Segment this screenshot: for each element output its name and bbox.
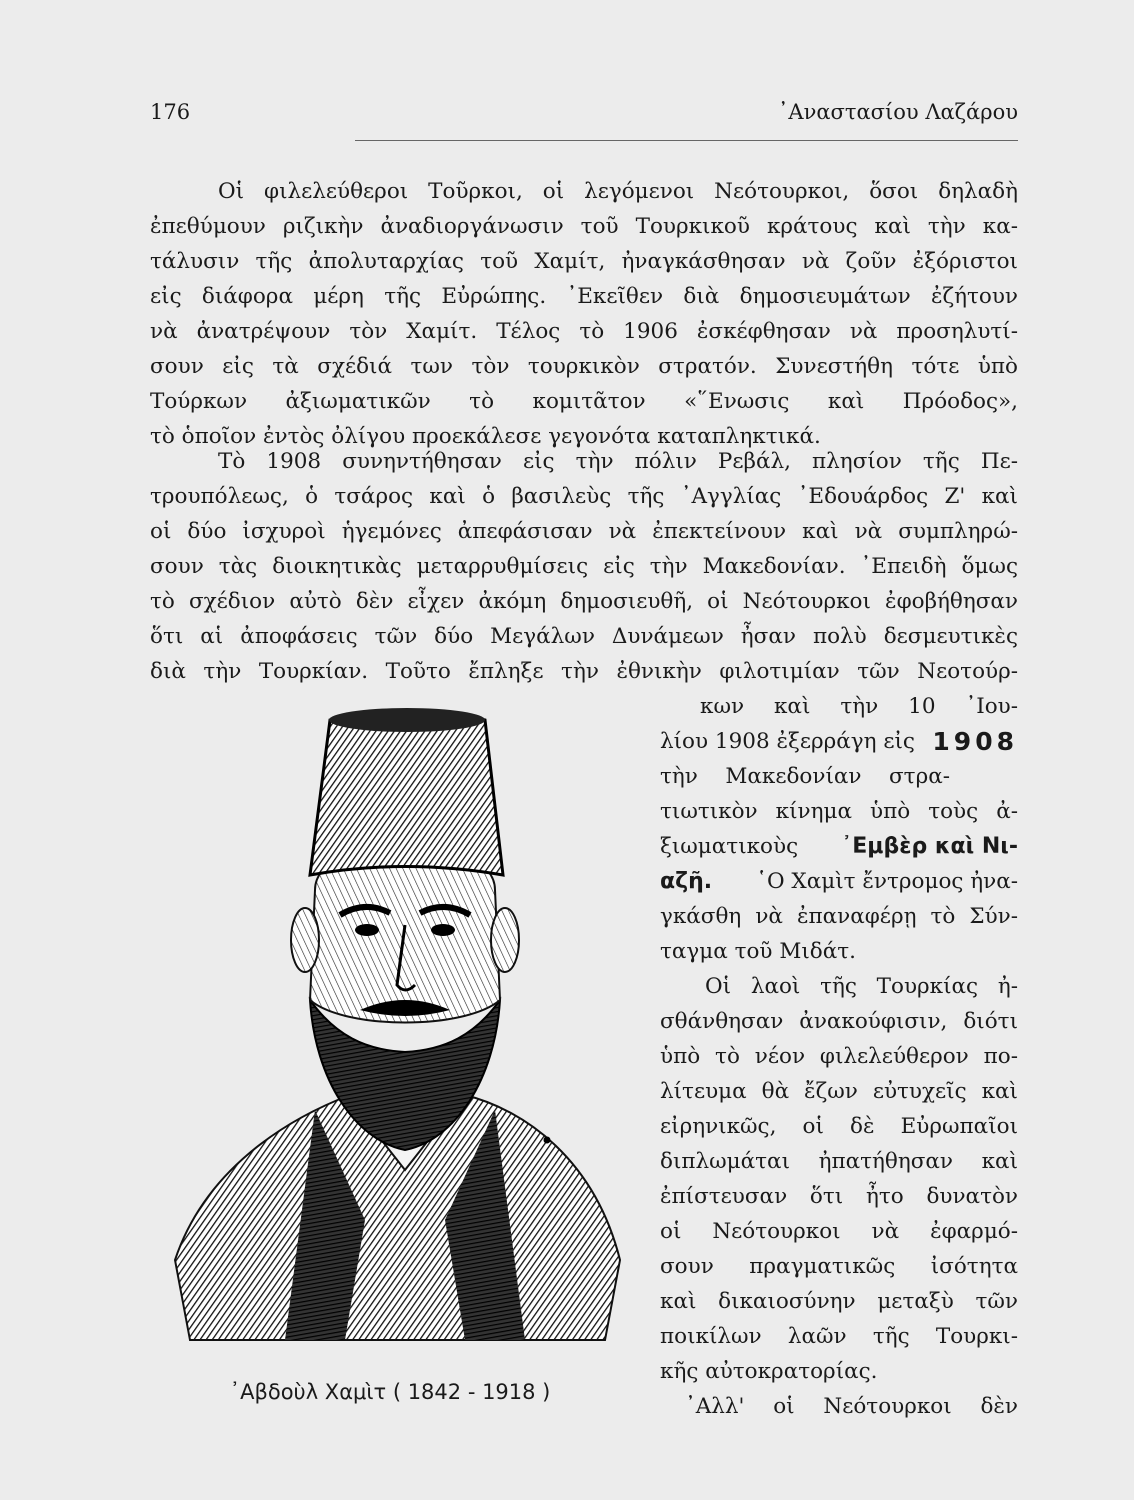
text-line: καὶ δικαιοσύνην μεταξὺ τῶν (660, 1289, 1018, 1314)
text-line: τὴν Μακεδονίαν στρα- (660, 764, 950, 789)
portrait-engraving (165, 700, 640, 1370)
text-span: ξιωματικοὺς (660, 834, 799, 859)
text-line: ὑπὸ τὸ νέον φιλελεύθερον πο- (660, 1044, 1018, 1069)
bold-names: αζῆ. (660, 869, 713, 894)
text-line: Τούρκων ἀξιωματικῶν τὸ κομιτᾶτον «῞Ενωσις καὶ Πρόοδος», (150, 389, 1018, 414)
header-rule (355, 140, 1018, 141)
text-line (660, 830, 1018, 864)
text-line: Τὸ 1908 συνηντήθησαν εἰς τὴν πόλιν Ρεβάλ, πλησίον τῆς Πε- (218, 449, 1018, 474)
text-line: σουν εἰς τὰ σχέδιά των τὸν τουρκικὸν στρατόν. Συνεστήθη τότε ὑπὸ (150, 354, 1018, 379)
text-line: τὸ ὁποῖον ἐντὸς ὀλίγου προεκάλεσε γεγονότα καταπληκτικά. (150, 424, 821, 449)
text-line: οἱ δύο ἰσχυροὶ ἡγεμόνες ἀπεφάσισαν νὰ ἐπεκτείνουν καὶ νὰ συμπληρώ- (150, 519, 1018, 544)
text-line: ἐπεθύμουν ριζικὴν ἀναδιοργάνωσιν τοῦ Τουρκικοῦ κράτους καὶ τὴν κα- (150, 214, 1018, 239)
text-line: κων καὶ τὴν 10 ᾿Ιου- (700, 694, 1018, 719)
text-line: ᾿Αλλ' οἱ Νεότουρκοι δὲν (685, 1394, 1018, 1419)
text-line: τρουπόλεως, ὁ τσάρος καὶ ὁ βασιλεὺς τῆς ᾿Αγγλίας ᾿Εδουάρδος Ζ' καὶ (150, 484, 1018, 509)
text-line: ταγμα τοῦ Μιδάτ. (660, 939, 856, 964)
page-number: 176 (150, 100, 191, 124)
text-line: Οἱ λαοὶ τῆς Τουρκίας ἠ- (705, 974, 1018, 999)
text-line: νὰ ἀνατρέψουν τὸν Χαμίτ. Τέλος τὸ 1906 ἐσκέφθησαν νὰ προσηλυτί- (150, 319, 1018, 344)
text-line: σουν τὰς διοικητικὰς μεταρρυθμίσεις εἰς τὴν Μακεδονίαν. ᾿Επειδὴ ὅμως (150, 554, 1018, 579)
text-line: τάλυσιν τῆς ἀπολυταρχίας τοῦ Χαμίτ, ἠναγκάσθησαν νὰ ζοῦν ἐξόριστοι (150, 249, 1018, 274)
text-line (660, 865, 1018, 899)
text-line: κῆς αὐτοκρατορίας. (660, 1359, 878, 1384)
text-line: διπλωμάται ἠπατήθησαν καὶ (660, 1149, 1018, 1174)
text-line: Οἱ φιλελεύθεροι Τοῦρκοι, οἱ λεγόμενοι Νεότουρκοι, ὅσοι δηλαδὴ (218, 179, 1018, 204)
text-line: διὰ τὴν Τουρκίαν. Τοῦτο ἔπληξε τὴν ἐθνικὴν φιλοτιμίαν τῶν Νεοτούρ- (150, 659, 1018, 684)
text-line (660, 725, 1018, 759)
portrait-caption: ᾿Αβδοὺλ Χαμὶτ ( 1842 - 1918 ) (229, 1380, 551, 1404)
text-line: ἐπίστευσαν ὅτι ἦτο δυνατὸν (660, 1184, 1018, 1209)
text-span: ῾Ο Χαμὶτ ἔντρομος ἠνα- (756, 869, 1018, 894)
bold-names: ᾿Εμβὲρ καὶ Νι- (841, 834, 1018, 859)
text-line: ὅτι αἱ ἀποφάσεις τῶν δύο Μεγάλων Δυνάμεων ἦσαν πολὺ δεσμευτικὲς (150, 624, 1018, 649)
text-line: εἰρηνικῶς, οἱ δὲ Εὐρωπαῖοι (660, 1114, 1018, 1139)
text-line: ποικίλων λαῶν τῆς Τουρκι- (660, 1324, 1018, 1349)
text-line: οἱ Νεότουρκοι νὰ ἐφαρμό- (660, 1219, 1018, 1244)
text-line: λίτευμα θὰ ἔζων εὐτυχεῖς καὶ (660, 1079, 1018, 1104)
text-line: σουν πραγματικῶς ἰσότητα (660, 1254, 1018, 1279)
text-line: γκάσθη νὰ ἐπαναφέρῃ τὸ Σύν- (660, 904, 1018, 929)
running-head: ᾿Αναστασίου Λαζάρου (777, 100, 1018, 124)
text-line: εἰς διάφορα μέρη τῆς Εὐρώπης. ᾿Εκεῖθεν διὰ δημοσιευμάτων ἐζήτουν (150, 284, 1018, 309)
text-span: λίου 1908 ἐξερράγη εἰς (660, 729, 915, 754)
text-line: τὸ σχέδιον αὐτὸ δὲν εἶχεν ἀκόμη δημοσιευθῆ, οἱ Νεότουρκοι ἐφοβήθησαν (150, 589, 1018, 614)
text-line: σθάνθησαν ἀνακούφισιν, διότι (660, 1009, 1018, 1034)
page-header (150, 100, 1018, 134)
text-line: τιωτικὸν κίνημα ὑπὸ τοὺς ἀ- (660, 799, 1018, 824)
margin-year: 1908 (932, 727, 1018, 756)
